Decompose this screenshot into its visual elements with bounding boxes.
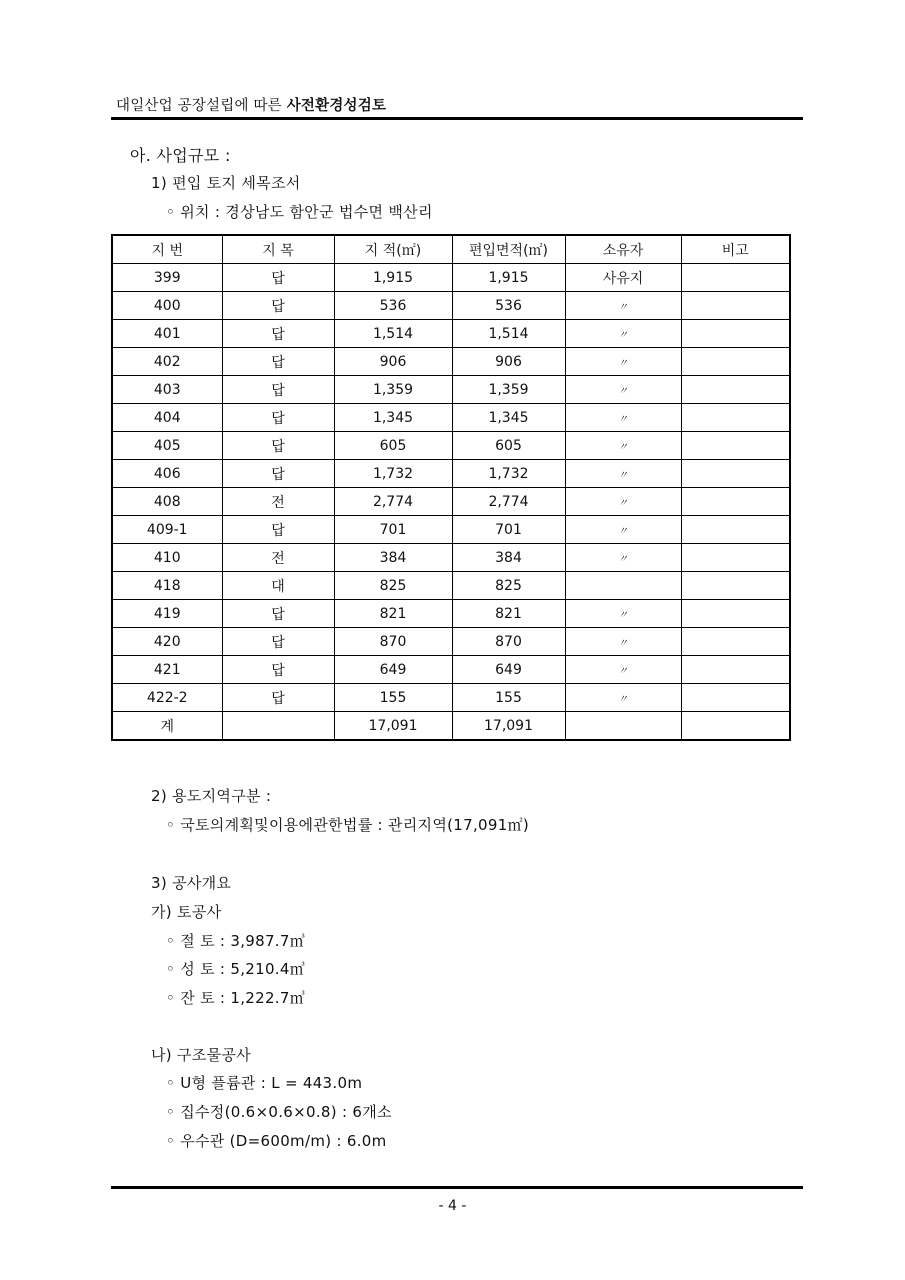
table-row: [112, 348, 790, 376]
cell-lot-number: 418: [112, 572, 222, 600]
cell-owner: 〃: [565, 488, 681, 516]
cell-remarks: [681, 264, 790, 292]
earthwork-fill: ◦ 성 토 : 5,210.4㎥: [166, 960, 306, 978]
table-row: [112, 600, 790, 628]
cell-owner: 〃: [565, 320, 681, 348]
cell-lot-number: 419: [112, 600, 222, 628]
cell-owner: [565, 572, 681, 600]
cell-registered-area: 536: [334, 292, 452, 320]
cell-land-category: 답: [222, 516, 334, 544]
cell-remarks: [681, 376, 790, 404]
cell-registered-area: 870: [334, 628, 452, 656]
cell-remarks: [681, 292, 790, 320]
table-total-row: [112, 712, 790, 741]
subsection-land-survey: 1) 편입 토지 세목조서: [151, 174, 301, 192]
zoning-item: ◦ 국토의계획및이용에관한법률 : 관리지역(17,091㎡): [166, 816, 530, 834]
cell-registered-area: 1,345: [334, 404, 452, 432]
cell-incorporated-area: 1,732: [452, 460, 565, 488]
cell-owner: 〃: [565, 348, 681, 376]
cell-land-category: 답: [222, 432, 334, 460]
table-row: [112, 488, 790, 516]
cell-remarks: [681, 684, 790, 712]
table-row: [112, 376, 790, 404]
cell-registered-area: 906: [334, 348, 452, 376]
cell-land-category: 답: [222, 292, 334, 320]
cell-lot-number: 422-2: [112, 684, 222, 712]
cell-lot-number: 계: [112, 712, 222, 741]
column-header-incorporated-area: 편입면적(㎡): [452, 235, 565, 264]
cell-land-category: [222, 712, 334, 741]
cell-land-category: 대: [222, 572, 334, 600]
cell-registered-area: 384: [334, 544, 452, 572]
cell-registered-area: 1,514: [334, 320, 452, 348]
table-row: [112, 460, 790, 488]
cell-incorporated-area: 2,774: [452, 488, 565, 516]
cell-registered-area: 17,091: [334, 712, 452, 741]
cell-registered-area: 649: [334, 656, 452, 684]
cell-land-category: 답: [222, 460, 334, 488]
column-header-registered-area: 지 적(㎡): [334, 235, 452, 264]
cell-owner: 〃: [565, 376, 681, 404]
table-row: [112, 404, 790, 432]
column-header-land-category: 지 목: [222, 235, 334, 264]
cell-incorporated-area: 605: [452, 432, 565, 460]
cell-registered-area: 605: [334, 432, 452, 460]
cell-registered-area: 1,915: [334, 264, 452, 292]
cell-incorporated-area: 1,359: [452, 376, 565, 404]
page-number: - 4 -: [438, 1198, 467, 1214]
header-title-bold: 사전환경성검토: [286, 98, 387, 114]
structures-heading: 나) 구조물공사: [151, 1046, 251, 1064]
location-text: ◦ 위치 : 경상남도 함안군 법수면 백산리: [166, 203, 433, 221]
cell-remarks: [681, 404, 790, 432]
cell-lot-number: 420: [112, 628, 222, 656]
cell-owner: 사유지: [565, 264, 681, 292]
cell-registered-area: 155: [334, 684, 452, 712]
table-row: [112, 264, 790, 292]
cell-land-category: 답: [222, 404, 334, 432]
cell-lot-number: 408: [112, 488, 222, 516]
cell-owner: 〃: [565, 544, 681, 572]
cell-owner: 〃: [565, 656, 681, 684]
table-row: [112, 628, 790, 656]
cell-remarks: [681, 656, 790, 684]
cell-owner: 〃: [565, 516, 681, 544]
cell-owner: 〃: [565, 628, 681, 656]
cell-incorporated-area: 821: [452, 600, 565, 628]
cell-remarks: [681, 544, 790, 572]
cell-land-category: 전: [222, 488, 334, 516]
cell-owner: 〃: [565, 600, 681, 628]
cell-owner: 〃: [565, 404, 681, 432]
cell-lot-number: 406: [112, 460, 222, 488]
cell-lot-number: 409-1: [112, 516, 222, 544]
cell-land-category: 답: [222, 376, 334, 404]
table-row: [112, 432, 790, 460]
cell-registered-area: 821: [334, 600, 452, 628]
cell-incorporated-area: 870: [452, 628, 565, 656]
cell-lot-number: 410: [112, 544, 222, 572]
cell-registered-area: 1,359: [334, 376, 452, 404]
cell-owner: 〃: [565, 292, 681, 320]
earthwork-heading: 가) 토공사: [151, 903, 222, 921]
cell-registered-area: 701: [334, 516, 452, 544]
header-divider: [111, 117, 803, 120]
table-body: [112, 264, 790, 741]
cell-lot-number: 402: [112, 348, 222, 376]
column-header-owner: 소유자: [565, 235, 681, 264]
cell-incorporated-area: 906: [452, 348, 565, 376]
table-row: [112, 292, 790, 320]
structure-flume: ◦ U형 플륨관 : L = 443.0m: [166, 1074, 363, 1092]
cell-incorporated-area: 17,091: [452, 712, 565, 741]
cell-land-category: 답: [222, 264, 334, 292]
cell-land-category: 답: [222, 320, 334, 348]
cell-lot-number: 405: [112, 432, 222, 460]
cell-land-category: 답: [222, 628, 334, 656]
cell-remarks: [681, 600, 790, 628]
cell-land-category: 답: [222, 348, 334, 376]
cell-lot-number: 404: [112, 404, 222, 432]
cell-incorporated-area: 825: [452, 572, 565, 600]
cell-remarks: [681, 320, 790, 348]
zoning-heading: 2) 용도지역구분 :: [151, 787, 272, 805]
cell-lot-number: 421: [112, 656, 222, 684]
cell-remarks: [681, 488, 790, 516]
table-row: [112, 684, 790, 712]
cell-registered-area: 2,774: [334, 488, 452, 516]
cell-owner: 〃: [565, 460, 681, 488]
column-header-lot-number: 지 번: [112, 235, 222, 264]
cell-remarks: [681, 572, 790, 600]
earthwork-cut: ◦ 절 토 : 3,987.7㎥: [166, 932, 306, 950]
header-title-plain: 대일산업 공장설립에 따른: [116, 98, 287, 114]
cell-land-category: 답: [222, 684, 334, 712]
cell-land-category: 전: [222, 544, 334, 572]
table-row: [112, 544, 790, 572]
cell-owner: 〃: [565, 684, 681, 712]
cell-owner: 〃: [565, 432, 681, 460]
cell-owner: [565, 712, 681, 741]
cell-incorporated-area: 1,915: [452, 264, 565, 292]
column-header-remarks: 비고: [681, 235, 790, 264]
cell-incorporated-area: 155: [452, 684, 565, 712]
cell-incorporated-area: 649: [452, 656, 565, 684]
cell-incorporated-area: 701: [452, 516, 565, 544]
earthwork-surplus: ◦ 잔 토 : 1,222.7㎥: [166, 989, 306, 1007]
cell-incorporated-area: 1,514: [452, 320, 565, 348]
section-heading: 아. 사업규모 :: [130, 146, 231, 165]
structure-storm-pipe: ◦ 우수관 (D=600m/m) : 6.0m: [166, 1132, 387, 1150]
cell-land-category: 답: [222, 656, 334, 684]
cell-lot-number: 403: [112, 376, 222, 404]
land-survey-table: [111, 234, 791, 741]
table-header-row: [112, 235, 790, 264]
cell-lot-number: 399: [112, 264, 222, 292]
table-row: [112, 320, 790, 348]
cell-remarks: [681, 460, 790, 488]
footer-divider: [111, 1186, 803, 1189]
cell-remarks: [681, 628, 790, 656]
cell-lot-number: 400: [112, 292, 222, 320]
table-row: [112, 656, 790, 684]
cell-remarks: [681, 348, 790, 376]
document-header-title: [116, 94, 386, 115]
cell-remarks: [681, 516, 790, 544]
cell-registered-area: 1,732: [334, 460, 452, 488]
cell-incorporated-area: 1,345: [452, 404, 565, 432]
cell-registered-area: 825: [334, 572, 452, 600]
cell-incorporated-area: 536: [452, 292, 565, 320]
structure-catch-basin: ◦ 집수정(0.6×0.6×0.8) : 6개소: [166, 1103, 392, 1121]
cell-land-category: 답: [222, 600, 334, 628]
table-row: [112, 516, 790, 544]
cell-remarks: [681, 432, 790, 460]
cell-remarks: [681, 712, 790, 741]
table-row: [112, 572, 790, 600]
construction-heading: 3) 공사개요: [151, 874, 232, 892]
cell-lot-number: 401: [112, 320, 222, 348]
cell-incorporated-area: 384: [452, 544, 565, 572]
